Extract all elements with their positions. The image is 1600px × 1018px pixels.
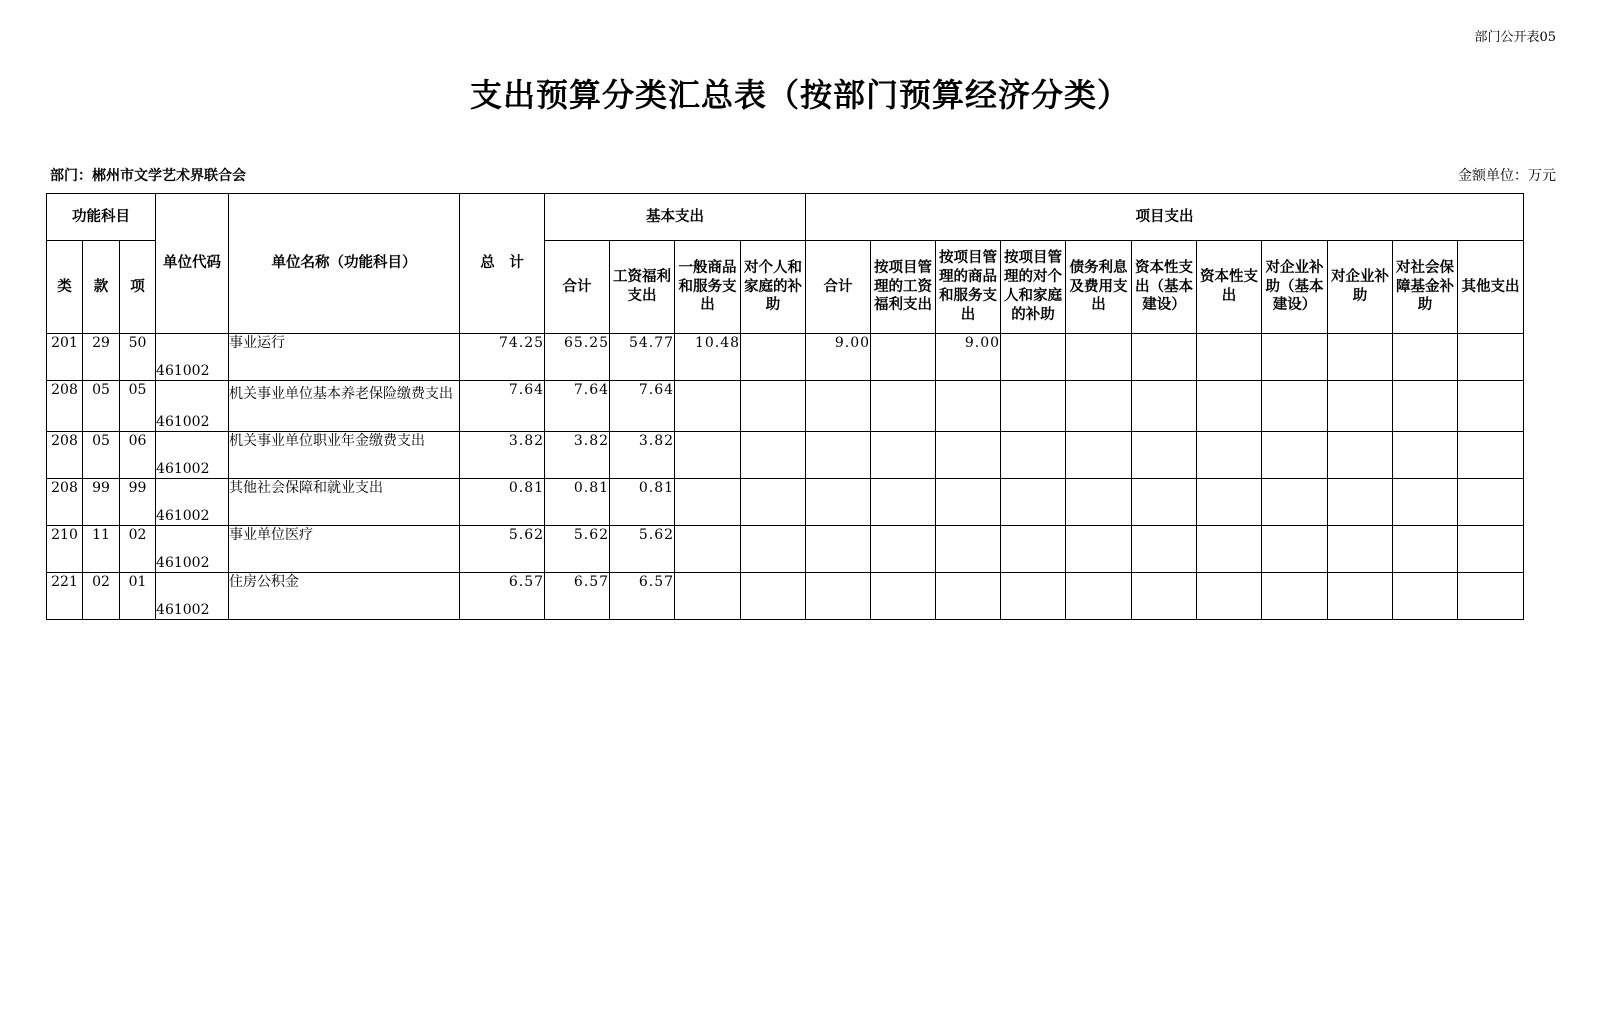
cell-basic	[741, 573, 806, 620]
header-xiang: 项	[120, 241, 156, 334]
department-label: 部门：郴州市文学艺术界联合会	[50, 168, 246, 184]
cell-project	[1393, 526, 1458, 573]
cell-project	[1328, 526, 1393, 573]
header-cls: 类	[47, 241, 83, 334]
cell-project: 9.00	[936, 334, 1001, 381]
cell-project	[806, 573, 871, 620]
cell-unit-name: 事业单位医疗	[229, 526, 460, 573]
cell-project: 9.00	[806, 334, 871, 381]
header-project-col: 按项目管理的商品和服务支出	[936, 241, 1001, 334]
cell-kuan: 99	[83, 479, 120, 526]
header-basic-col: 合计	[545, 241, 610, 334]
cell-basic	[675, 381, 741, 432]
cell-project	[1458, 381, 1524, 432]
cell-project	[1197, 526, 1262, 573]
header-project: 项目支出	[806, 194, 1524, 241]
cell-project	[1328, 479, 1393, 526]
cell-total: 5.62	[460, 526, 545, 573]
cell-project	[1262, 479, 1328, 526]
cell-project	[871, 381, 936, 432]
cell-unit-code: 461002	[156, 432, 229, 479]
cell-total: 7.64	[460, 381, 545, 432]
header-func-subject: 功能科目	[47, 194, 156, 241]
page-title: 支出预算分类汇总表（按部门预算经济分类）	[469, 76, 1130, 114]
cell-project	[871, 526, 936, 573]
cell-project	[806, 432, 871, 479]
table-row	[47, 526, 1524, 573]
cell-kuan: 02	[83, 573, 120, 620]
cell-project	[871, 573, 936, 620]
cell-project	[1262, 334, 1328, 381]
cell-project	[936, 479, 1001, 526]
cell-basic	[741, 479, 806, 526]
cell-project	[1132, 479, 1197, 526]
table-row	[47, 432, 1524, 479]
cell-unit-name: 其他社会保障和就业支出	[229, 479, 460, 526]
cell-project	[1066, 526, 1132, 573]
cell-basic	[741, 334, 806, 381]
cell-project	[1262, 432, 1328, 479]
cell-project	[936, 526, 1001, 573]
cell-basic	[675, 479, 741, 526]
cell-cls: 208	[47, 381, 83, 432]
cell-cls: 210	[47, 526, 83, 573]
cell-cls: 221	[47, 573, 83, 620]
cell-project	[936, 381, 1001, 432]
cell-cls: 208	[47, 432, 83, 479]
cell-total: 6.57	[460, 573, 545, 620]
form-code: 部门公开表05	[1474, 30, 1556, 45]
header-unit-name: 单位名称（功能科目）	[229, 194, 460, 334]
header-basic-col: 一般商品和服务支出	[675, 241, 741, 334]
cell-project	[871, 479, 936, 526]
cell-project	[1001, 334, 1066, 381]
cell-project	[871, 334, 936, 381]
cell-project	[1001, 381, 1066, 432]
cell-xiang: 01	[120, 573, 156, 620]
cell-project	[1066, 479, 1132, 526]
cell-project	[1197, 479, 1262, 526]
cell-project	[1262, 573, 1328, 620]
cell-project	[1458, 479, 1524, 526]
cell-basic: 65.25	[545, 334, 610, 381]
amount-unit-label: 金额单位：万元	[1458, 168, 1556, 184]
header-project-col: 资本性支出	[1197, 241, 1262, 334]
cell-kuan: 05	[83, 432, 120, 479]
cell-basic	[675, 526, 741, 573]
cell-unit-name: 机关事业单位基本养老保险缴费支出	[229, 381, 460, 432]
cell-project	[1328, 381, 1393, 432]
cell-basic: 6.57	[610, 573, 675, 620]
table-row	[47, 573, 1524, 620]
header-project-col: 资本性支出（基本建设）	[1132, 241, 1197, 334]
cell-xiang: 06	[120, 432, 156, 479]
header-project-col: 按项目管理的工资福利支出	[871, 241, 936, 334]
budget-table	[46, 193, 1524, 620]
cell-project	[1066, 334, 1132, 381]
cell-unit-code: 461002	[156, 479, 229, 526]
cell-basic	[741, 432, 806, 479]
header-project-col: 合计	[806, 241, 871, 334]
header-basic-col: 工资福利支出	[610, 241, 675, 334]
cell-project	[1066, 432, 1132, 479]
header-basic-col: 对个人和家庭的补助	[741, 241, 806, 334]
cell-basic: 0.81	[610, 479, 675, 526]
cell-basic: 5.62	[610, 526, 675, 573]
cell-basic: 10.48	[675, 334, 741, 381]
cell-cls: 201	[47, 334, 83, 381]
header-project-col: 按项目管理的对个人和家庭的补助	[1001, 241, 1066, 334]
cell-project	[1458, 334, 1524, 381]
cell-project	[1197, 381, 1262, 432]
cell-project	[1458, 526, 1524, 573]
cell-kuan: 29	[83, 334, 120, 381]
cell-basic	[675, 573, 741, 620]
header-project-col: 对企业补助（基本建设）	[1262, 241, 1328, 334]
cell-total: 3.82	[460, 432, 545, 479]
header-project-col: 对企业补助	[1328, 241, 1393, 334]
cell-cls: 208	[47, 479, 83, 526]
cell-xiang: 05	[120, 381, 156, 432]
header-kuan: 款	[83, 241, 120, 334]
cell-project	[1001, 479, 1066, 526]
cell-project	[1458, 573, 1524, 620]
cell-project	[1393, 432, 1458, 479]
header-project-col: 对社会保障基金补助	[1393, 241, 1458, 334]
cell-project	[936, 573, 1001, 620]
cell-project	[806, 526, 871, 573]
cell-unit-name: 机关事业单位职业年金缴费支出	[229, 432, 460, 479]
cell-project	[1262, 526, 1328, 573]
cell-project	[806, 381, 871, 432]
cell-project	[1393, 381, 1458, 432]
table-row	[47, 334, 1524, 381]
cell-project	[1066, 573, 1132, 620]
header-project-col: 债务利息及费用支出	[1066, 241, 1132, 334]
cell-project	[1262, 381, 1328, 432]
cell-total: 74.25	[460, 334, 545, 381]
cell-project	[1197, 573, 1262, 620]
table-row	[47, 381, 1524, 432]
cell-unit-code: 461002	[156, 573, 229, 620]
cell-basic: 7.64	[610, 381, 675, 432]
table-row	[47, 479, 1524, 526]
header-basic: 基本支出	[545, 194, 806, 241]
cell-unit-name: 住房公积金	[229, 573, 460, 620]
cell-project	[1132, 526, 1197, 573]
cell-basic: 3.82	[545, 432, 610, 479]
header-total: 总 计	[460, 194, 545, 334]
cell-project	[1328, 573, 1393, 620]
cell-kuan: 05	[83, 381, 120, 432]
cell-project	[1132, 573, 1197, 620]
cell-basic: 54.77	[610, 334, 675, 381]
cell-kuan: 11	[83, 526, 120, 573]
cell-project	[1066, 381, 1132, 432]
cell-unit-code: 461002	[156, 526, 229, 573]
cell-unit-code: 461002	[156, 334, 229, 381]
cell-basic	[741, 381, 806, 432]
cell-project	[806, 479, 871, 526]
cell-total: 0.81	[460, 479, 545, 526]
cell-project	[1328, 432, 1393, 479]
cell-basic: 0.81	[545, 479, 610, 526]
cell-project	[936, 432, 1001, 479]
cell-project	[871, 432, 936, 479]
cell-basic: 7.64	[545, 381, 610, 432]
cell-project	[1132, 334, 1197, 381]
cell-project	[1132, 381, 1197, 432]
cell-xiang: 02	[120, 526, 156, 573]
cell-basic	[675, 432, 741, 479]
cell-project	[1197, 334, 1262, 381]
header-unit-code: 单位代码	[156, 194, 229, 334]
cell-basic: 5.62	[545, 526, 610, 573]
header-project-col: 其他支出	[1458, 241, 1524, 334]
cell-project	[1393, 573, 1458, 620]
cell-project	[1001, 432, 1066, 479]
cell-xiang: 99	[120, 479, 156, 526]
cell-basic: 6.57	[545, 573, 610, 620]
cell-basic: 3.82	[610, 432, 675, 479]
cell-xiang: 50	[120, 334, 156, 381]
cell-project	[1393, 334, 1458, 381]
cell-unit-name: 事业运行	[229, 334, 460, 381]
cell-project	[1197, 432, 1262, 479]
cell-project	[1132, 432, 1197, 479]
cell-project	[1001, 573, 1066, 620]
cell-basic	[741, 526, 806, 573]
cell-project	[1393, 479, 1458, 526]
cell-project	[1001, 526, 1066, 573]
cell-project	[1458, 432, 1524, 479]
cell-unit-code: 461002	[156, 381, 229, 432]
cell-project	[1328, 334, 1393, 381]
